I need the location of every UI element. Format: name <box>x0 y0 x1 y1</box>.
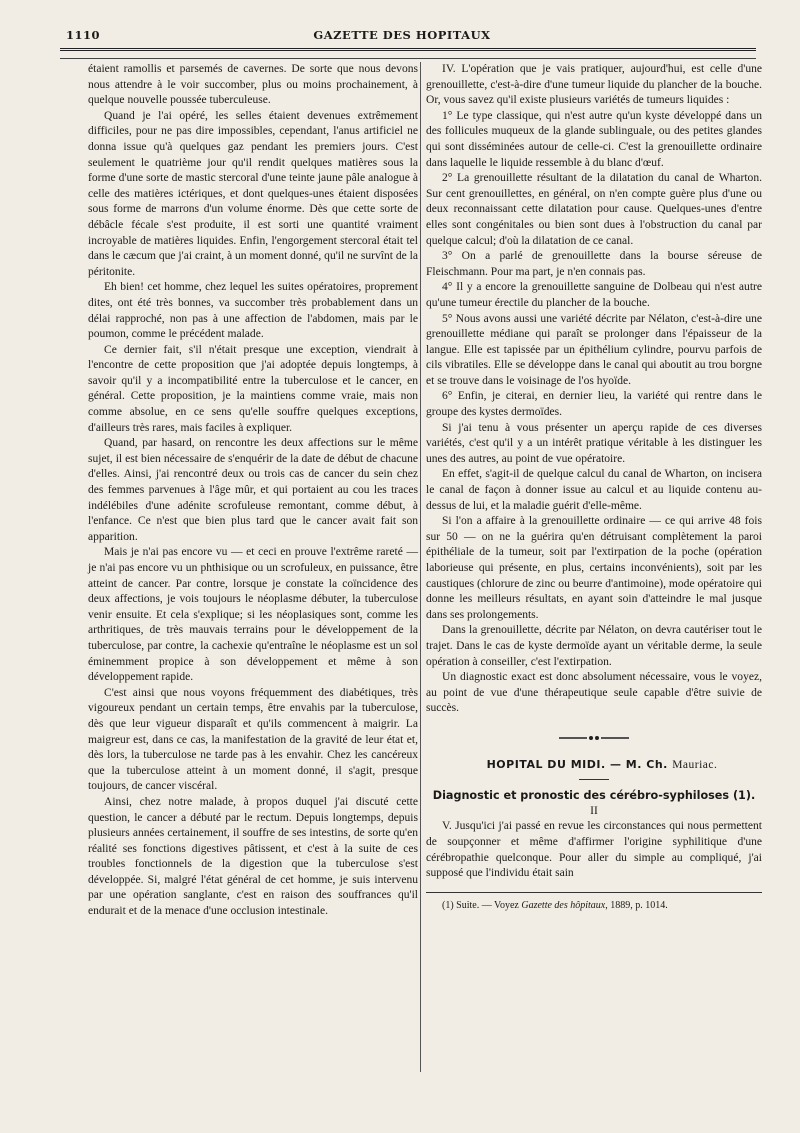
ornament-rule-icon <box>559 735 629 741</box>
footnote-suffix: , 1889, p. 1014. <box>605 899 668 911</box>
paragraph: Quand, par hasard, on rencontre les deux affections sur le même sujet, il est bien nécessaire de s'enquérir de la date de début de chacune d'elles. Ainsi, j'ai rencontré deux ou trois cas de cancer du sein chez des femmes parvenues à l'âge mûr, et qui portaient au cou les traces indélébiles d'une adénite scrofuleuse remontant, comme début, à l'enfance. Ce n'est que bien plus tard que le cancer avait fait son apparition. <box>88 437 418 543</box>
paragraph: Si j'ai tenu à vous présenter un aperçu rapide de ces diverses variétés, c'est qu'il y a un intérêt pratique véritable à les distinguer les unes des autres, au point de vue opératoire. <box>426 421 762 465</box>
footnote <box>426 899 762 912</box>
paragraph: Ce dernier fait, s'il n'était presque une exception, viendrait à l'encontre de cette proposition que j'ai adoptée depuis longtemps, à savoir qu'il y a incompatibilité entre la tuberculose et le cancer, en général. Cette proposition, je la maintiens comme vraie, mais non comme absolue, en ce sens qu'elle souffre quelques exceptions, d'ailleurs très rares, mais faciles à expliquer. <box>88 343 418 434</box>
section-ornament <box>426 731 762 747</box>
paragraph: 6° Enfin, je citerai, en dernier lieu, la variété qui rentre dans le groupe des kystes dermoïdes. <box>426 390 762 419</box>
page-header <box>48 28 756 48</box>
paragraph: 1° Le type classique, qui n'est autre qu'un kyste développé dans un des follicules muqueux de la glande sublinguale, ou des petites glandes qui sont disséminées autour de celle-ci. C'est la grenouillette ordinaire dans laquelle le liquide ressemble à du blanc d'œuf. <box>426 109 762 169</box>
right-column <box>426 62 762 912</box>
paragraph: Eh bien! cet homme, chez lequel les suites opératoires, proprement dites, ont été très bonnes, va succomber très probablement dans un délai rapproché, non pas à une affection de l'abdomen, mais par le poumon, comme le précédent malade. <box>88 281 418 341</box>
short-rule <box>579 779 609 780</box>
header-rule <box>60 58 756 59</box>
paragraph: V. Jusqu'ici j'ai passé en revue les circonstances qui nous permettent de soupçonner et même d'affirmer l'origine syphilitique d'une cérébropathie quelconque. Pour aller du simple au compliqué, j'ai supposé que l'individu était sain <box>426 820 762 880</box>
section-heading <box>426 757 762 774</box>
paragraph: Un diagnostic exact est donc absolument nécessaire, vous le voyez, au point de vue d'une thérapeutique seule capable d'être suivie de succès. <box>426 671 762 715</box>
section-heading-text: HOPITAL DU MIDI. — M. Ch. <box>486 757 668 771</box>
paragraph: 2° La grenouillette résultant de la dilatation du canal de Wharton. Sur cent grenouillettes, en général, on n'en compte guère plus d'une ou deux reconnaissant cette dilatation pour cause. Quelques-unes d'entre elles sont congénitales ou bien sont dues à l'obstruction du canal par quelque calcul; d'où la dilatation de ce canal. <box>426 172 762 247</box>
paragraph: Ainsi, chez notre malade, à propos duquel j'ai discuté cette question, le cancer a débuté par le rectum. Depuis longtemps, depuis plusieurs années certainement, il souffre de ses intestins, de sorte qu'en réalité ses fonctions digestives pâtissent, et c'est à la suite de ces troubles fonctionnels de la digestion que la tuberculose s'est développée. Si, malgré l'état général de cet homme, je suis intervenu par une opération sanglante, c'est en raison des souffrances qu'il endurait et de la menace d'une occlusion intestinale. <box>88 795 418 918</box>
paragraph: 4° Il y a encore la grenouillette sanguine de Dolbeau qui n'est autre qu'une tumeur érectile du plancher de la bouche. <box>426 281 762 309</box>
header-double-rule <box>60 48 756 51</box>
section-numeral: II <box>590 804 598 817</box>
paragraph: étaient ramollis et parsemés de cavernes. De sorte que nous devons nous attendre à le voir succomber, plus ou moins prochainement, à quelque nouvelle poussée tuberculeuse. <box>88 63 418 107</box>
paragraph: IV. L'opération que je vais pratiquer, aujourd'hui, est celle d'une grenouillette, c'est-à-dire d'une tumeur liquide du plancher de la bouche. Or, vous savez qu'il existe plusieurs variétés de tumeurs liquides : <box>426 63 762 107</box>
paragraph: 5° Nous avons aussi une variété décrite par Nélaton, c'est-à-dire une grenouillette médiane qui paraît se prolonger dans l'épaisseur de la langue. Elle est tapissée par un épithélium cylindre, pourvu parfois de cils vibratiles. Elle se développe dans le canal qui aboutit au trou borgne et se trouve dans le voisinage de l'os hyoïde. <box>426 312 762 387</box>
article-subheading: Diagnostic et pronostic des cérébro-syphiloses (1). <box>432 789 756 803</box>
paragraph: Quand je l'ai opéré, les selles étaient devenues extrêmement difficiles, pour ne pas dire impossibles, cependant, l'anus artificiel ne donna issue qu'à quelques gaz pendant les premiers jours. C'est seulement le quatrième jour qu'il rendit quelques matières sous la forme d'une sorte de mastic stercoral d'une teinte jaune pâle analogue à celle des matières ictériques, et dont quelques-unes étaient disposées sous forme de marrons d'un volume énorme. Dès que cette sorte de débâcle fécale s'est produite, il est sorti une quantité vraiment incroyable de matières liquides. Enfin, l'engorgement stercoral était tel dans le cæcum que j'ai craint, à un moment donné, qu'il ne survînt de la péritonite. <box>88 109 418 278</box>
column-divider <box>420 62 421 1072</box>
section-author: Mauriac. <box>672 758 718 771</box>
paragraph: Dans la grenouillette, décrite par Nélaton, on devra cautériser tout le trajet. Dans le cas de kyste dermoïde ayant un véritable derme, la seule opération à conseiller, c'est l'extirpation. <box>426 624 762 668</box>
paragraph: Si l'on a affaire à la grenouillette ordinaire — ce qui arrive 48 fois sur 50 — on ne la guérira qu'en détruisant complètement la paroi épithéliale de la tumeur, soit par l'extirpation de la poche (opération laborieuse qui présente, en plus, certains inconvénients), soit par les caustiques (chlorure de zinc ou beurre d'antimoine), mode opératoire qui donne les meilleurs résultats, en ayant soin d'atteindre le mal jusque dans ses prolongements. <box>426 515 762 621</box>
page-number: 1110 <box>66 28 101 42</box>
left-column <box>88 62 418 920</box>
footnote-prefix: (1) Suite. — Voyez <box>442 899 519 911</box>
paragraph: 3° On a parlé de grenouillette dans la bourse séreuse de Fleischmann. Pour ma part, je n'en connais pas. <box>426 250 762 278</box>
paragraph: C'est ainsi que nous voyons fréquemment des diabétiques, très vigoureux pendant un certain temps, être envahis par la tuberculose, dès que leur vigueur disparaît et qu'ils commencent à maigrir. La maigreur est, dans ce cas, la manifestation de la gravité de leur état et, dès lors, la tuberculose ne tarde pas à les envahir. Chez les cancéreux que la tuberculose atteint à un moment donné, il s'agit, presque toujours, de cancer viscéral. <box>88 686 418 793</box>
footnote-rule <box>426 892 762 893</box>
journal-title: GAZETTE DES HOPITAUX <box>313 28 491 42</box>
paragraph: En effet, s'agit-il de quelque calcul du canal de Wharton, on incisera le canal de façon à donner issue au calcul et au liquide contenu au-dessus de lui, et la maladie guérit d'elle-même. <box>426 468 762 512</box>
footnote-source: Gazette des hôpitaux <box>521 899 606 911</box>
paragraph: Mais je n'ai pas encore vu — et ceci en prouve l'extrême rareté — je n'ai pas encore vu un phthisique ou un scrofuleux, en puissance, être atteint de cancer. Par contre, lorsque je constate la coïncidence des deux affections, je vois toujours le néoplasme débuter, la tuberculose venir ensuite. Et cela s'explique; si les néoplasiques sont, comme les arthritiques, de très mauvais terrains pour le développement de la tuberculose, par contre, la cachexie qu'entraîne le néoplasme est un sol éminemment propice à son développement et même à son développement rapide. <box>88 546 418 684</box>
